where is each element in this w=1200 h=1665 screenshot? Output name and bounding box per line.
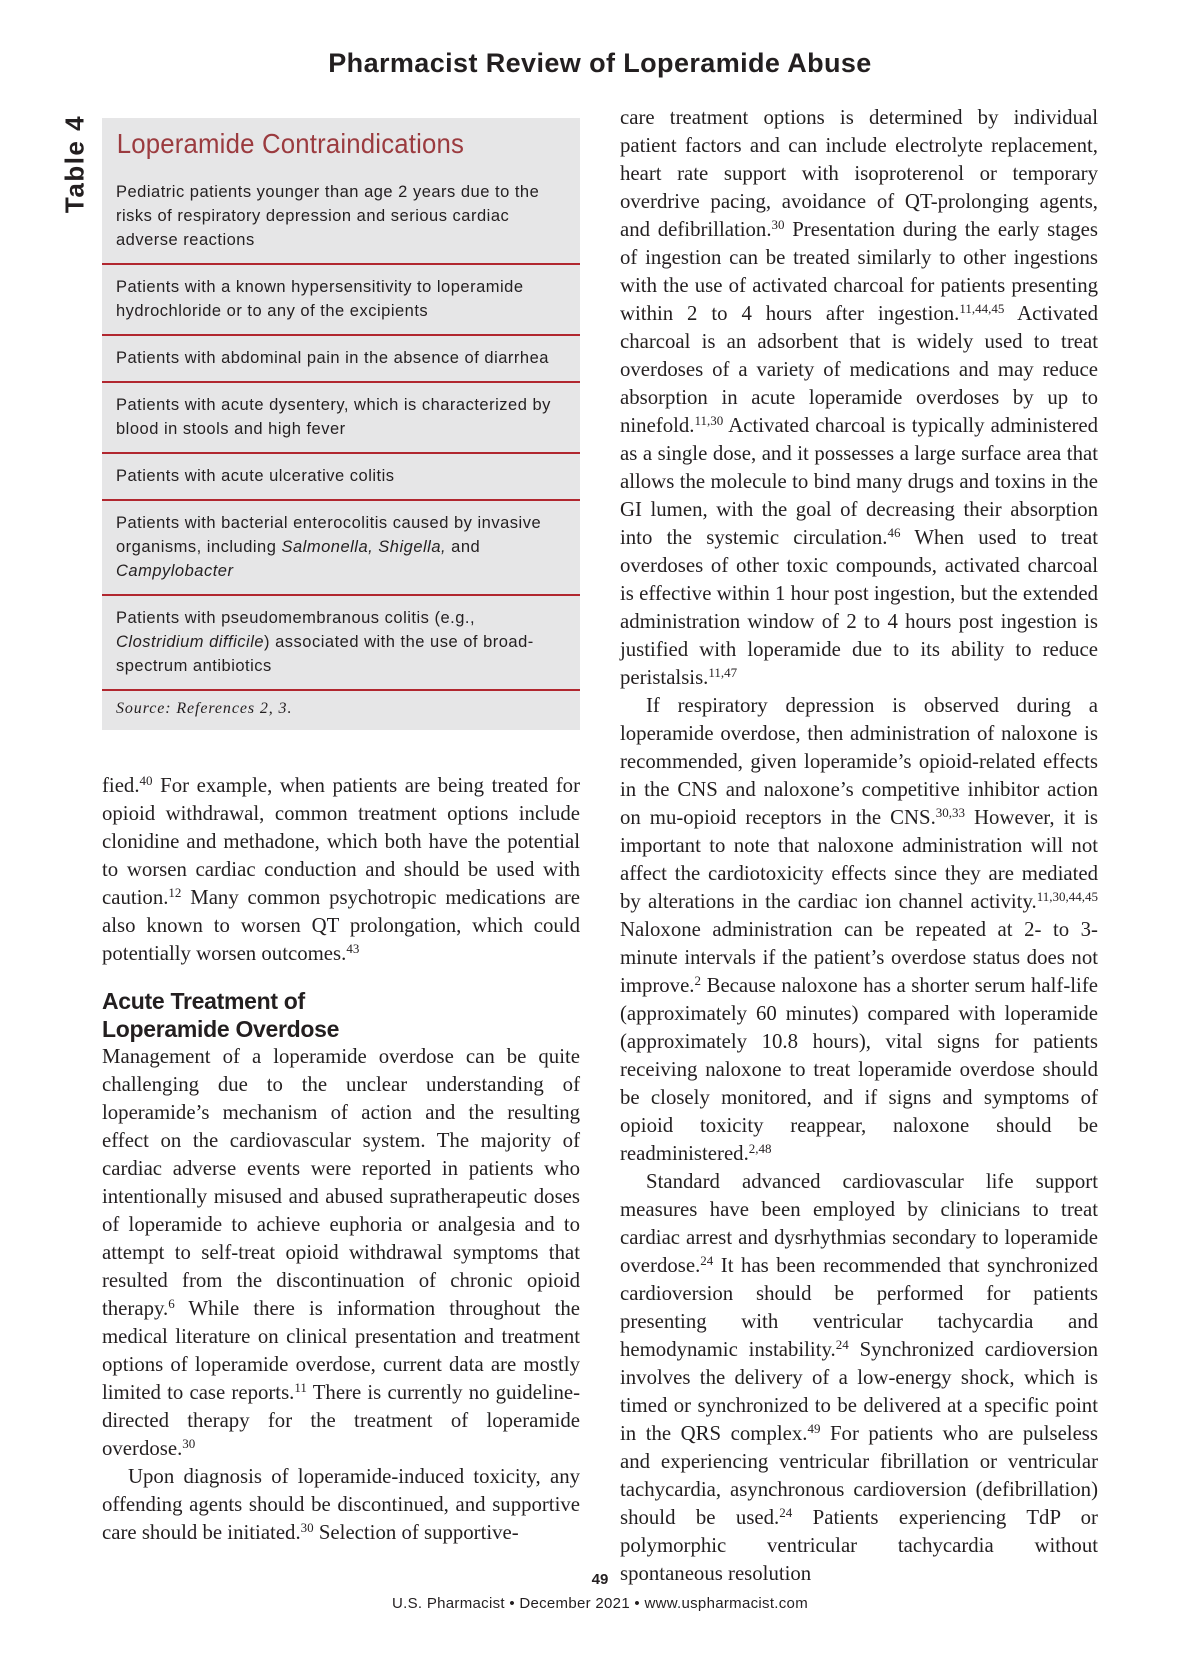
table-row: Patients with abdominal pain in the absence of diarrhea	[102, 336, 580, 383]
table-row: Patients with bacterial enterocolitis caused by invasive organisms, including Salmonella, Shigella, and Campylobacter	[102, 501, 580, 596]
table-row: Patients with pseudomembranous colitis (e.g., Clostridium difficile) associated with the use of broad-spectrum antibiotics	[102, 596, 580, 691]
body-paragraph: Management of a loperamide overdose can be quite challenging due to the unclear understanding of loperamide’s mechanism of action and the resulting effect on the cardiovascular system. The majority of cardiac adverse events were reported in patients who intentionally misused and abused supratherapeutic doses of loperamide to achieve euphoria or analgesia and to attempt to self-treat opioid withdrawal symptoms that resulted from the discontinuation of chronic opioid therapy.$^6$ While there is information throughout the medical literature on clinical presentation and treatment options of loperamide overdose, current data are mostly limited to case reports.$^{11}$ There is currently no guideline-directed therapy for the treatment of loperamide overdose.$^{30}$	[102, 1045, 580, 1460]
page-number: 49	[591, 1571, 609, 1588]
body-paragraph: Standard advanced cardiovascular life support measures have been employed by clinicians to treat cardiac arrest and dysrhythmias secondary to loperamide overdose.$^{24}$ It has been recommended that synchronized cardioversion should be performed for patients presenting with ventricular tachycardia and hemodynamic instability.$^{24}$ Synchronized cardioversion involves the delivery of a low-energy shock, which is timed or synchronized to be delivered at a specific point in the QRS complex.$^{49}$ For patients who are pulseless and experiencing ventricular fibrillation or ventricular tachycardia, asynchronous cardioversion (defibrillation) should be used.$^{24}$ Patients experiencing TdP or polymorphic ventricular tachycardia without spontaneous resolution	[620, 1170, 1098, 1585]
citation: 24	[700, 1253, 714, 1268]
organism-names: Salmonella, Shigella,	[281, 538, 447, 556]
table-title: Loperamide Contraindications	[116, 128, 465, 159]
running-header: Pharmacist Review of Loperamide Abuse	[328, 48, 872, 78]
citation: 24	[779, 1505, 793, 1520]
section-heading: Acute Treatment of Loperamide Overdose	[102, 988, 340, 1042]
organism-name: Clostridium difficile	[116, 633, 265, 651]
table-label-tab	[54, 114, 96, 214]
citation: 40	[139, 773, 153, 788]
table-row: Pediatric patients younger than age 2 years due to the risks of respiratory depression and serious cardiac adverse reactions	[102, 177, 580, 265]
citation: 46	[887, 525, 901, 540]
citation: 12	[168, 885, 182, 900]
citation: 30	[300, 1520, 314, 1535]
table-row: Patients with acute ulcerative colitis	[102, 454, 580, 501]
citation: 24	[835, 1337, 849, 1352]
citation: 11,44,45	[959, 301, 1005, 316]
citation: 2,48	[748, 1141, 772, 1156]
citation: 11,47	[708, 665, 738, 680]
contraindications-table	[102, 118, 580, 730]
footer-publication-line: U.S. Pharmacist • December 2021 • www.uspharmacist.com	[391, 1595, 808, 1612]
citation: 11,30,44,45	[1036, 889, 1098, 904]
citation: 30,33	[935, 805, 966, 820]
body-paragraph: care treatment options is determined by individual patient factors and can include electrolyte replacement, heart rate support with isoproterenol or temporary overdrive pacing, avoidance of QT-prolonging agents, and defibrillation.$^{30}$ Presentation during the early stages of ingestion can be treated similarly to other ingestions with the use of activated charcoal for patients presenting within 2 to 4 hours after ingestion.$^{11,44,45}$ Activated charcoal is an adsorbent that is widely used to treat overdoses of a variety of medications and may reduce absorption in acute loperamide overdoses by up to ninefold.$^{11,30}$ Activated charcoal is typically administered as a single dose, and it possesses a large surface area that allows the molecule to bind many drugs and toxins in the GI lumen, with the goal of decreasing their absorption into the systemic circulation.$^{46}$ When used to treat overdoses of other toxic compounds, activated charcoal is effective within 1 hour post ingestion, but the extended administration window of 2 to 4 hours post ingestion is justified with loperamide due to its ability to reduce peristalsis.$^{11,47}$	[620, 106, 1098, 689]
table-number-label: Table 4	[59, 114, 90, 214]
citation: 49	[807, 1421, 821, 1436]
body-paragraph: fied.$^{40}$ For example, when patients are being treated for opioid withdrawal, common treatment options include clonidine and methadone, which both have the potential to worsen cardiac conduction and should be used with caution.$^{12}$ Many common psychotropic medications are also known to worsen QT prolongation, which could potentially worsen outcomes.$^{43}$	[102, 773, 580, 965]
body-paragraph: If respiratory depression is observed during a loperamide overdose, then administration of naloxone is recommended, given loperamide’s opioid-related effects in the CNS and naloxone’s competitive inhibitor action on mu-opioid receptors in the CNS.$^{30,33}$ However, it is important to note that naloxone administration will not affect the cardiotoxicity effects since they are mediated by alterations in the cardiac ion channel activity.$^{11,30,44,45}$ Naloxone administration can be repeated at 2- to 3-minute intervals if the patient’s overdose status does not improve.$^2$ Because naloxone has a shorter serum half-life (approximately 60 minutes) compared with loperamide (approximately 10.8 hours), vital signs for patients receiving naloxone to treat loperamide overdose should be closely monitored, and if signs and symptoms of opioid toxicity reappear, naloxone should be readministered.$^{2,48}$	[620, 694, 1098, 1165]
body-paragraph: Upon diagnosis of loperamide-induced toxicity, any offending agents should be discontinued, and supportive care should be initiated.$^{30}$ Selection of supportive-	[102, 1465, 580, 1544]
citation: 30	[771, 217, 785, 232]
citation: 43	[346, 941, 360, 956]
citation: 11,30	[694, 413, 724, 428]
table-row: Patients with a known hypersensitivity to loperamide hydrochloride or to any of the excipients	[102, 265, 580, 336]
table-row: Patients with acute dysentery, which is characterized by blood in stools and high fever	[102, 383, 580, 454]
organism-name: Campylobacter	[116, 562, 234, 580]
citation: 6	[168, 1296, 175, 1311]
citation: 30	[182, 1436, 196, 1451]
citation: 11	[294, 1380, 307, 1395]
table-source-note: Source: References 2, 3.	[116, 700, 293, 717]
citation: 2	[694, 973, 702, 988]
left-text-column	[102, 772, 580, 1547]
right-text-column	[620, 104, 1098, 1588]
